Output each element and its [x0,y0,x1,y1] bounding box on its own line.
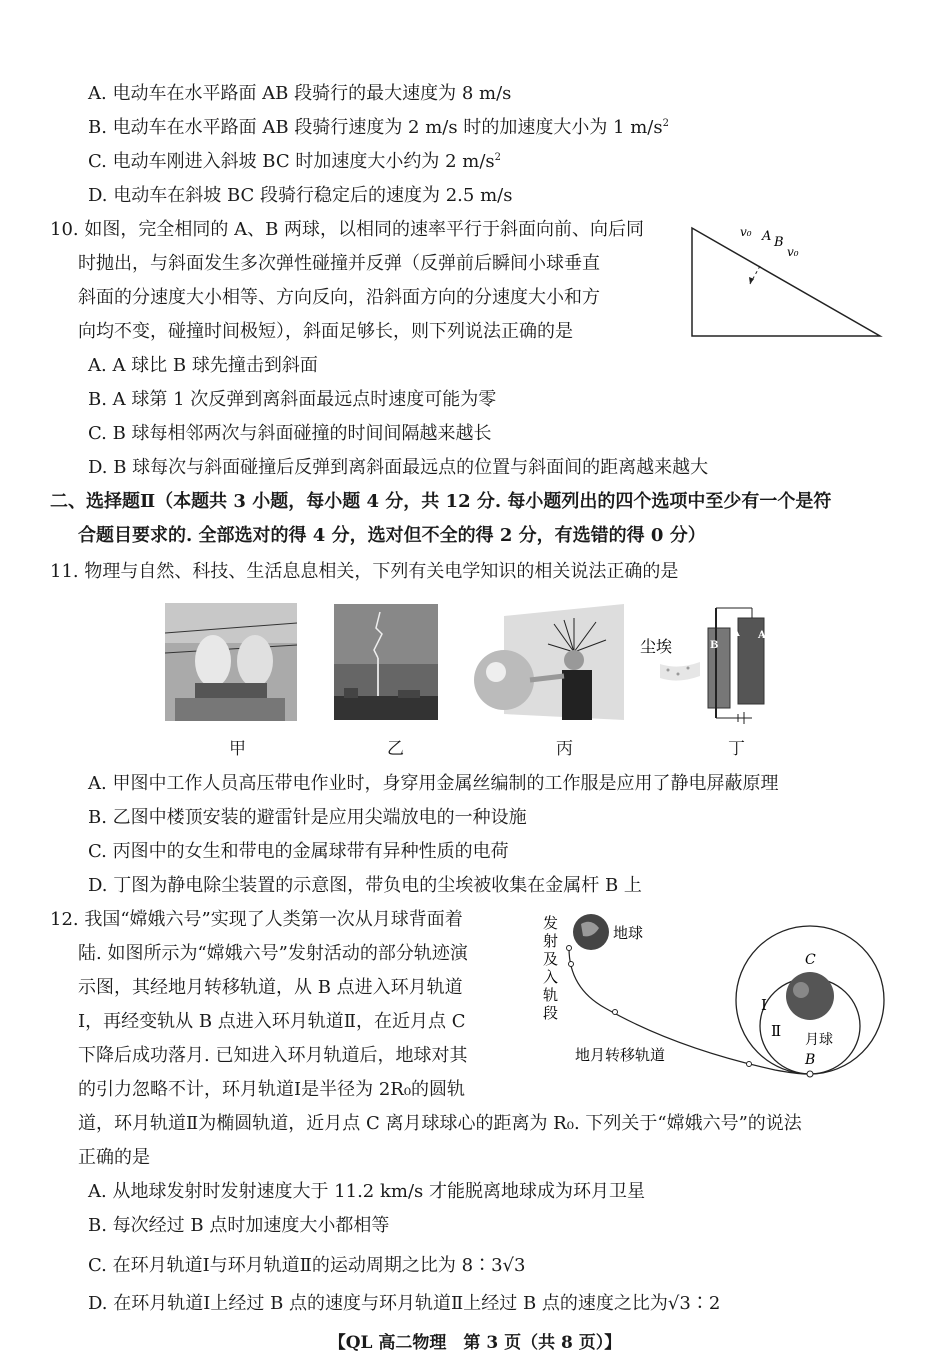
q12-stem-line-4: Ⅰ，再经变轨从 B 点进入环月轨道Ⅱ，在近月点 C [78,1011,466,1032]
svg-text:发: 发 [543,914,559,932]
caption-ding: 丁 [728,739,745,759]
q9-option-a: A. 电动车在水平路面 AB 段骑行的最大速度为 8 m/s [88,83,512,104]
q10-stem-line-4: 向均不变，碰撞时间极短），斜面足够长，则下列说法正确的是 [78,321,573,342]
q10-option-d: D. B 球每次与斜面碰撞后反弹到离斜面最远点的位置与斜面间的距离越来越大 [88,457,709,478]
q12-stem-line-1: 12. 我国“嫦娥六号”实现了人类第一次从月球背面着 [50,909,463,930]
orbit-figure [535,908,890,1083]
q10-option-b: B. A 球第 1 次反弹到离斜面最远点时速度可能为零 [88,389,497,410]
svg-text:段: 段 [543,1004,559,1022]
svg-text:轨: 轨 [543,986,559,1004]
q12-stem-line-8: 正确的是 [78,1147,150,1168]
ball-a-label: A [762,229,772,244]
page-footer: 【QL 高二物理 第 3 页（共 8 页）】 [328,1333,622,1353]
q10-stem-line-1: 10. 如图，完全相同的 A、B 两球，以相同的速率平行于斜面向前、向后同 [50,219,645,240]
q10-stem-line-2: 时抛出，与斜面发生多次弹性碰撞并反弹（反弹前后瞬间小球垂直 [78,253,600,274]
q9-option-b: B. 电动车在水平路面 AB 段骑行速度为 2 m/s 时的加速度大小为 1 $m/s^2$ [88,117,669,138]
dust-collector-figure [638,598,778,724]
caption-bing: 丙 [556,739,573,759]
ball-b-label: B [774,235,784,250]
plate-label-a1: A [732,628,740,639]
transfer-orbit-label: 地月转移轨道 [575,1046,666,1064]
q10-stem-line-3: 斜面的分速度大小相等、方向反向，沿斜面方向的分速度大小和方 [78,287,600,308]
q12-stem-line-2: 陆. 如图所示为“嫦娥六号”发射活动的部分轨迹演 [78,943,468,964]
q12-option-a: A. 从地球发射时发射速度大于 11.2 km/s 才能脱离地球成为环月卫星 [88,1181,645,1202]
point-b-marker [807,1071,813,1077]
q12-stem-line-5: 下降后成功落月. 已知进入环月轨道后，地球对其 [78,1045,468,1066]
q10-option-c: C. B 球每相邻两次与斜面碰撞的时间间隔越来越长 [88,423,492,444]
q12-stem-line-3: 示图，其经地月转移轨道，从 B 点进入环月轨道 [78,977,463,998]
moon-icon [786,972,834,1020]
q12-option-b: B. 每次经过 B 点时加速度大小都相等 [88,1215,390,1236]
q11-option-a: A. 甲图中工作人员高压带电作业时，身穿用金属丝编制的工作服是应用了静电屏蔽原理 [88,773,779,794]
incline-triangle [692,228,880,336]
photo-jia [165,603,297,721]
q11-option-c: C. 丙图中的女生和带电的金属球带有异种性质的电荷 [88,841,509,862]
section-2-heading-line-1: 二、选择题Ⅱ（本题共 3 小题，每小题 4 分，共 12 分. 每小题列出的四个选项中至少有一个是符 [50,491,832,512]
photo-yi [334,604,438,720]
q12-stem-line-7: 道，环月轨道Ⅱ为椭圆轨道，近月点 C 离月球球心的距离为 R₀. 下列关于“嫦娥六号”的说法 [78,1113,802,1134]
q9-option-d: D. 电动车在斜坡 BC 段骑行稳定后的速度为 2.5 m/s [88,185,513,206]
moon-label: 月球 [805,1032,833,1048]
q11-stem: 11. 物理与自然、科技、生活息息相关，下列有关电学知识的相关说法正确的是 [50,561,679,582]
point-c-label: C [805,952,816,968]
q12-stem-line-6: 的引力忽略不计，环月轨道Ⅰ是半径为 2R₀的圆轨 [78,1079,466,1100]
q11-option-b: B. 乙图中楼顶安装的避雷针是应用尖端放电的一种设施 [88,807,527,828]
orbit-2-label: Ⅱ [771,1022,782,1040]
q9-option-c: C. 电动车刚进入斜坡 BC 时加速度大小约为 2 $m/s^2$ [88,151,501,172]
plate-label-b: B [710,640,719,651]
incline-figure [688,220,888,340]
q12-option-c: C. 在环月轨道Ⅰ与环月轨道Ⅱ的运动周期之比为 8∶3√3 [88,1255,526,1276]
svg-text:射: 射 [543,932,559,950]
v0-label-a: v₀ [740,225,752,239]
v0-label-b: v₀ [787,245,799,259]
earth-label: 地球 [613,924,644,942]
photo-bing [474,604,628,720]
launch-segment-label [543,914,558,1022]
caption-jia: 甲 [229,739,246,759]
q11-option-d: D. 丁图为静电除尘装置的示意图，带负电的尘埃被收集在金属杆 B 上 [88,875,642,896]
svg-text:及: 及 [543,950,559,968]
q10-option-a: A. A 球比 B 球先撞击到斜面 [88,355,318,376]
caption-yi: 乙 [387,739,404,759]
section-2-heading-line-2: 合题目要求的. 全部选对的得 4 分，选对但不全的得 2 分，有选错的得 0 分） [78,525,706,546]
plate-label-a2: A [758,630,766,641]
point-b-label: B [805,1052,816,1068]
orbit-1-label: Ⅰ [761,996,767,1014]
dust-label: 尘埃 [640,637,673,656]
q12-option-d: D. 在环月轨道Ⅰ上经过 B 点的速度与环月轨道Ⅱ上经过 B 点的速度之比为√3∶2 [88,1293,721,1314]
svg-text:入: 入 [543,968,559,986]
